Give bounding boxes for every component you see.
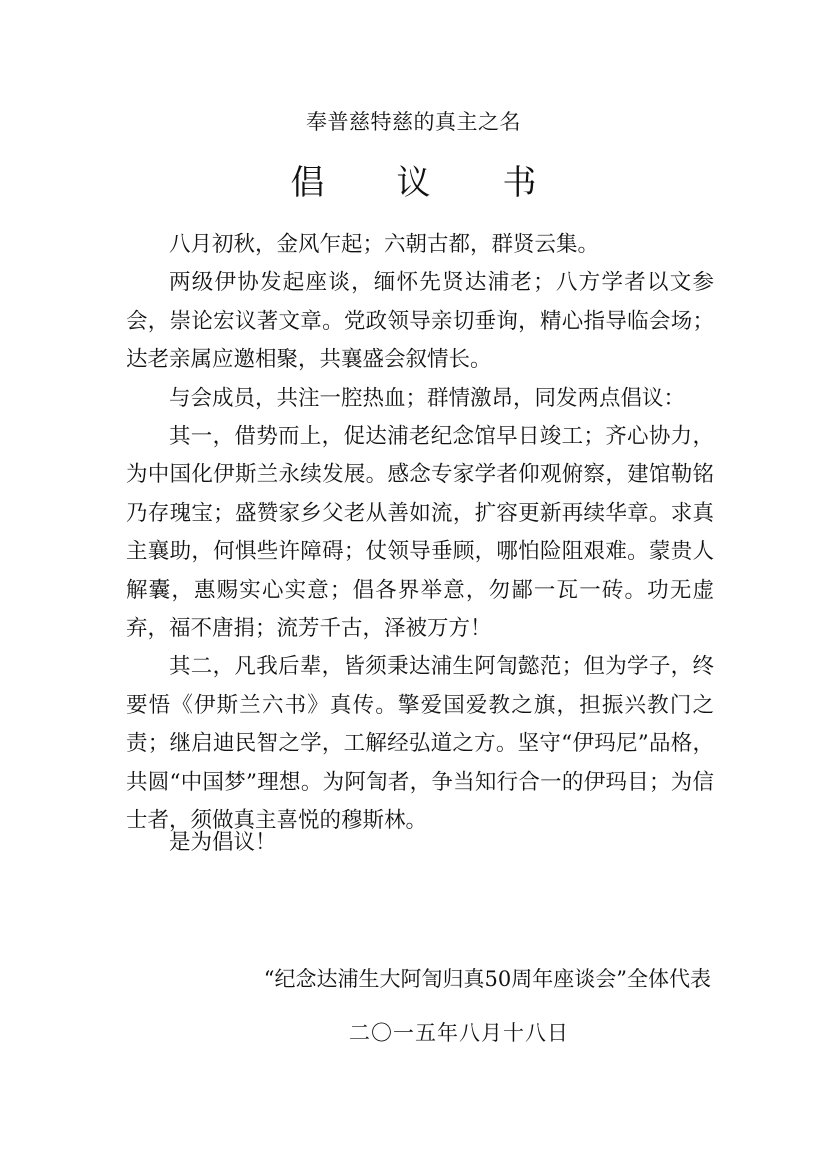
body-paragraph: 八月初秋，金风乍起；六朝古都，群贤云集。 bbox=[169, 232, 600, 257]
closing-section bbox=[126, 824, 714, 862]
signature-line: “纪念达浦生大阿訇归真50周年座谈会”全体代表 bbox=[263, 967, 711, 991]
closing-line: 是为倡议！ bbox=[169, 830, 277, 855]
invocation-line: 奉普慈特慈的真主之名 bbox=[306, 110, 521, 134]
date-line: 二〇一五年八月十八日 bbox=[349, 1021, 569, 1045]
title-char: 议 bbox=[396, 163, 431, 203]
document-body bbox=[126, 226, 714, 841]
body-paragraph: 其一，借势而上，促达浦老纪念馆早日竣工；齐心协力，为中国化伊斯兰永续发展。感念专家学者仰观俯察，建馆勒铭乃存瑰宝；盛赞家乡父老从善如流，扩容更新再续华章。求真主襄助，何惧些许障碍；仗领导垂顾，哪怕险阻艰难。蒙贵人解囊，惠赐实心实意；倡各界举意，勿鄙一瓦一砖。功无虚弃，福不唐捐；流芳千古，泽被万方！ bbox=[126, 424, 714, 642]
title-char: 倡 bbox=[290, 163, 325, 203]
body-paragraph: 与会成员，共注一腔热血；群情激昂，同发两点倡议： bbox=[169, 385, 686, 411]
body-paragraph: 两级伊协发起座谈，缅怀先贤达浦老；八方学者以文参会，崇论宏议著文章。党政领导亲切垂询，精心指导临会场；达老亲属应邀相聚，共襄盛会叙情长。 bbox=[126, 270, 714, 373]
document-title bbox=[0, 160, 827, 206]
body-paragraph: 其二，凡我后辈，皆须秉达浦生阿訇懿范；但为学子，终要悟《伊斯兰六书》真传。擎爱国爱教之旗，担振兴教门之责；继启迪民智之学，工解经弘道之方。坚守“伊玛尼”品格，共圆“中国梦”理想。为阿訇者，争当知行合一的伊玛目；为信士者，须做真主喜悦的穆斯林。 bbox=[126, 654, 714, 834]
title-char: 书 bbox=[502, 163, 537, 203]
